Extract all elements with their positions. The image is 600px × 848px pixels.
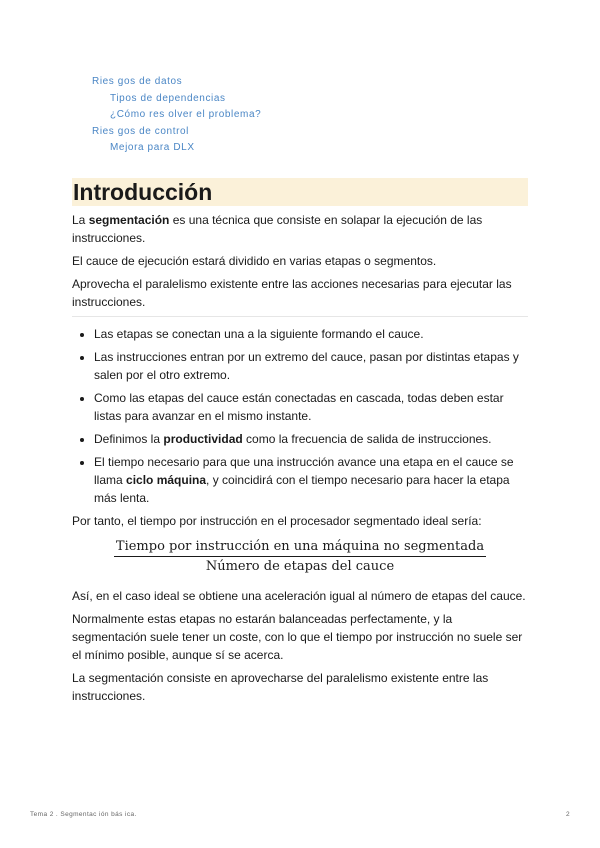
fraction-bar xyxy=(114,556,486,557)
fraction xyxy=(114,538,486,575)
text: , y coincidirá con el tiempo necesario para hacer la etapa más lenta. xyxy=(94,473,510,505)
toc-link-riesgos-control[interactable]: Ries gos de control xyxy=(92,125,190,137)
paragraph-segmentation-definition xyxy=(72,211,528,247)
text: El tiempo necesario para que una instrucción avance una etapa en el cauce se llama xyxy=(94,455,514,487)
table-of-contents xyxy=(92,74,261,157)
paragraph-paralelismo: Aprovecha el paralelismo existente entre las acciones necesarias para ejecutar las instrucciones. xyxy=(72,277,512,309)
formula xyxy=(72,538,528,576)
section-content xyxy=(72,211,528,710)
footer-title: Tema 2 . Segmentac ión bás ica. xyxy=(30,811,137,818)
paragraph-cauce: El cauce de ejecución estará dividido en varias etapas o segmentos. xyxy=(72,254,437,268)
toc-link-riesgos-datos[interactable]: Ries gos de datos xyxy=(92,76,183,87)
list-item xyxy=(94,348,528,384)
text: Como las etapas del cauce están conectadas en cascada, todas deben estar listas para avanzar en el mismo instante. xyxy=(94,391,504,423)
term-segmentacion: segmentación xyxy=(88,213,170,227)
text: Las etapas se conectan una a la siguiente formando el cauce. xyxy=(94,327,424,341)
paragraph-balanceadas: Normalmente estas etapas no estarán balanceadas perfectamente, y la segmentación suele tener un coste, con lo que el tiempo por instrucción no suele ser el mínimo posible, aunque sí se acerca. xyxy=(72,612,523,662)
bullet-list xyxy=(72,325,528,507)
paragraph-conclusion: La segmentación consiste en aprovecharse del paralelismo existente entre las instrucciones. xyxy=(72,671,489,703)
section-heading: Introducción xyxy=(72,178,528,206)
fraction-numerator: Tiempo por instrucción en una máquina no segmentada xyxy=(115,539,485,554)
text-post: es una técnica que consiste en solapar la ejecución de las instrucciones. xyxy=(72,213,483,245)
text-pre: La xyxy=(72,213,89,227)
list-item xyxy=(94,453,528,507)
list-item xyxy=(94,430,528,448)
term-ciclo-maquina: ciclo máquina xyxy=(126,473,207,487)
list-item xyxy=(94,389,528,425)
list-item xyxy=(94,325,528,343)
fraction-denominator: Número de etapas del cauce xyxy=(205,559,395,574)
text: Definimos la xyxy=(94,432,164,446)
paragraph-aceleracion: Así, en el caso ideal se obtiene una aceleración igual al número de etapas del cauce. xyxy=(72,589,526,603)
term-productividad: productividad xyxy=(163,432,243,446)
toc-link-tipos-dependencias[interactable]: Tipos de dependencias xyxy=(110,92,226,104)
toc-link-como-resolver[interactable]: ¿Cómo res olver el problema? xyxy=(110,109,262,120)
paragraph-por-tanto: Por tanto, el tiempo por instrucción en el procesador segmentado ideal sería: xyxy=(72,514,482,528)
text: como la frecuencia de salida de instrucciones. xyxy=(242,432,492,446)
text: Las instrucciones entran por un extremo del cauce, pasan por distintas etapas y salen por el otro extremo. xyxy=(94,350,519,382)
toc-link-mejora-dlx[interactable]: Mejora para DLX xyxy=(110,142,195,153)
separator xyxy=(72,316,528,317)
page-number: 2 xyxy=(566,811,570,818)
